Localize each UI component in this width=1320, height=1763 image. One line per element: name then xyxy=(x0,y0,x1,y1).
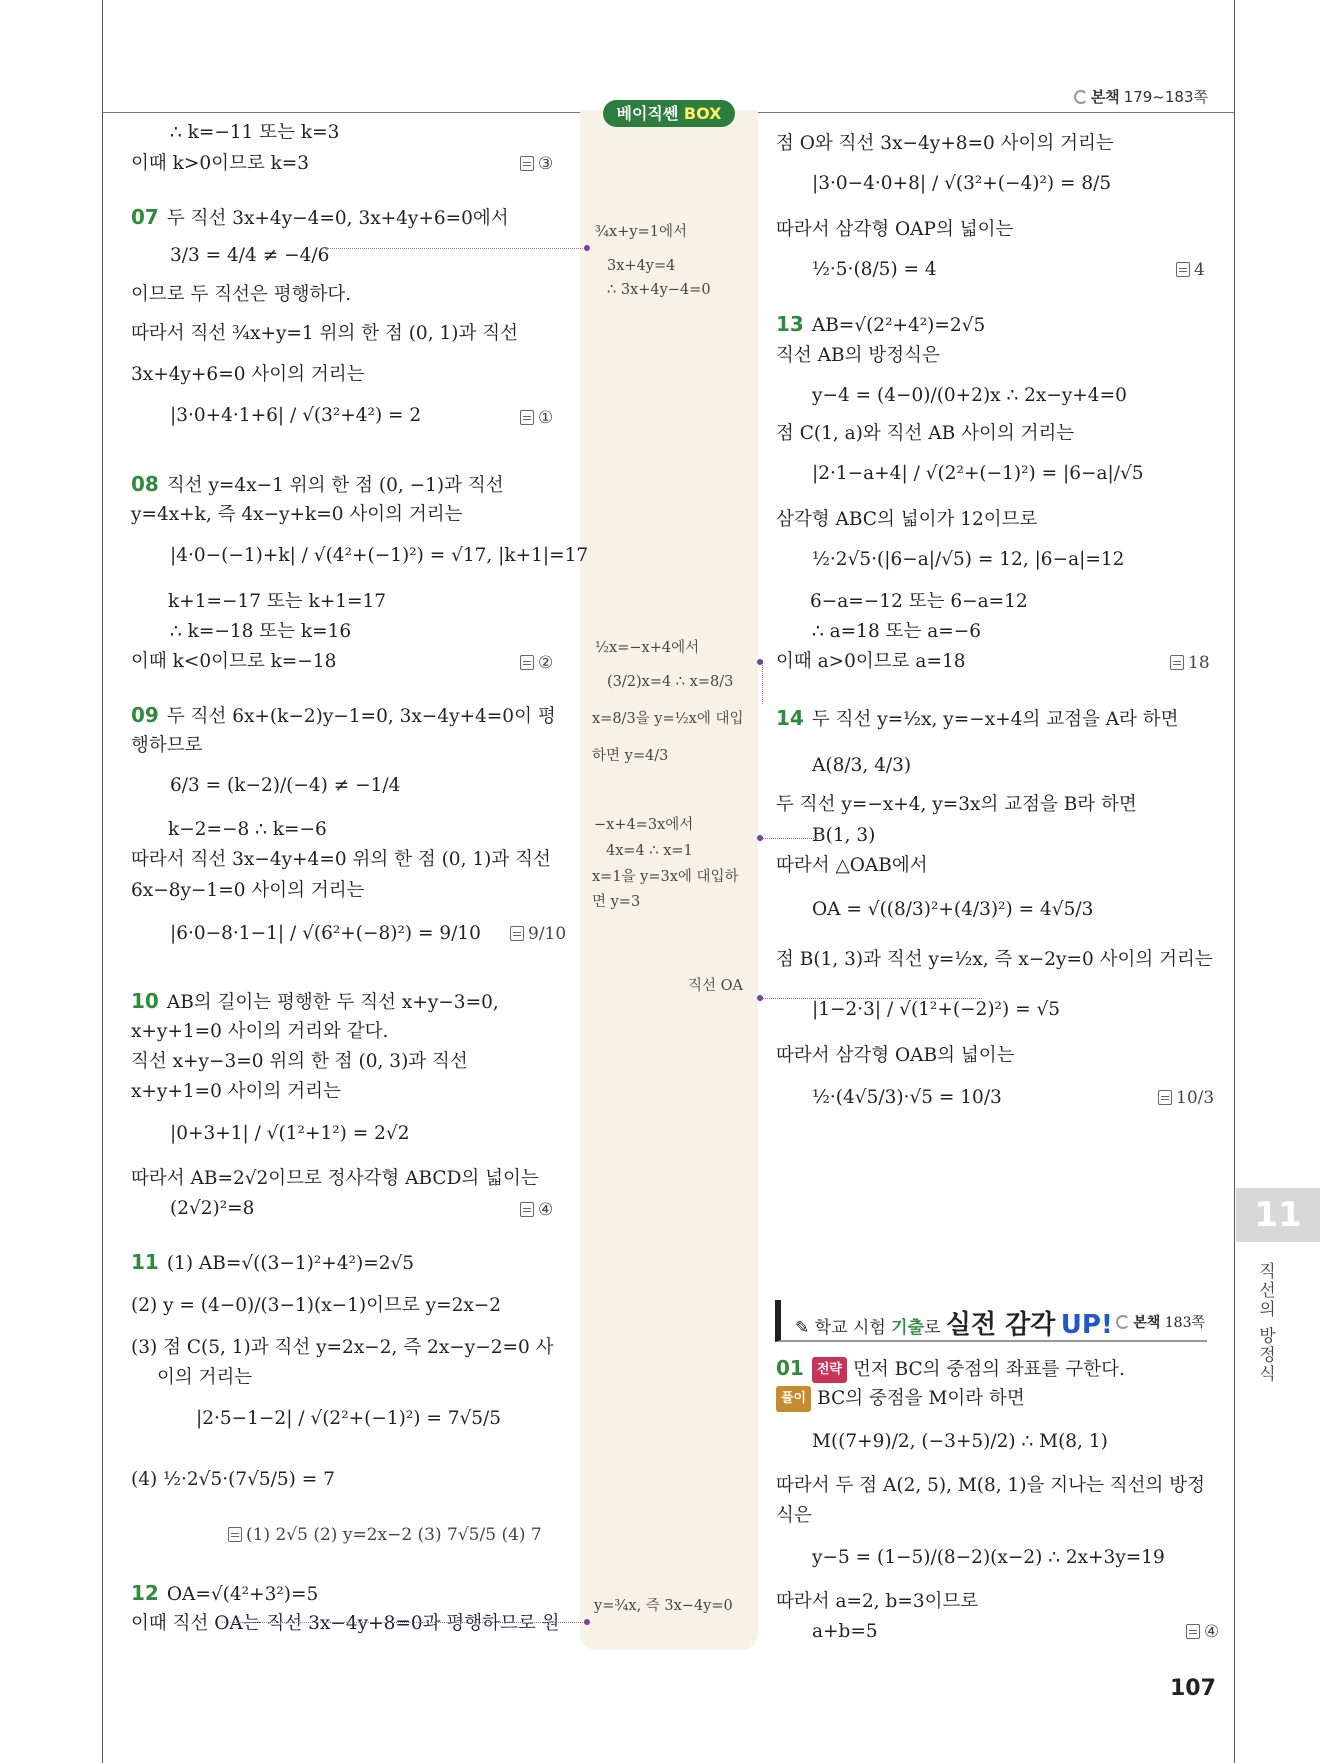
solution-line: 6x−8y−1=0 사이의 거리는 xyxy=(131,880,365,901)
answer-icon xyxy=(228,1527,242,1542)
solution-line: 따라서 직선 3x−4y+4=0 위의 한 점 (0, 1)과 직선 xyxy=(131,849,551,870)
solution-line: ½·(4√5/3)·√5 = 10/3 xyxy=(812,1087,1002,1108)
solution-line: 11 (1) AB=√((3−1)²+4²)=2√5 xyxy=(131,1250,415,1274)
solution-line: 이때 a>0이므로 a=18 xyxy=(776,651,966,672)
side-note: 3x+4y=4 xyxy=(607,258,676,274)
solution-line: 13 AB=√(2²+4²)=2√5 xyxy=(776,312,986,336)
solution-line: 08 직선 y=4x−1 위의 한 점 (0, −1)과 직선 xyxy=(131,472,504,496)
solution-line: (2) y = (4−0)/(3−1)(x−1)이므로 y=2x−2 xyxy=(131,1295,502,1316)
connector-line xyxy=(325,248,587,249)
side-note: 하면 y=4/3 xyxy=(592,748,669,764)
side-note: 면 y=3 xyxy=(592,894,641,910)
answer: ③ xyxy=(520,154,553,174)
solution-line: 이때 k>0이므로 k=3 xyxy=(131,153,310,174)
basic-box-title: 베이직쎈 BOX xyxy=(603,100,735,127)
answer: 18 xyxy=(1170,653,1210,673)
solution-line: |3·0+4·1+6| / √(3²+4²) = 2 xyxy=(170,405,422,426)
problem-number: 10 xyxy=(131,989,159,1013)
page-reference: 본책 179~183쪽 xyxy=(1074,86,1208,107)
problem-number: 07 xyxy=(131,205,159,229)
solution-line: k+1=−17 또는 k+1=17 xyxy=(168,591,387,612)
answer: ④ xyxy=(1186,1622,1219,1642)
solution-line: |6·0−8·1−1| / √(6²+(−8)²) = 9/10 xyxy=(170,923,481,944)
answer-icon xyxy=(510,926,524,941)
connector-line xyxy=(762,998,982,999)
solution-line: 12 OA=√(4²+3²)=5 xyxy=(131,1581,319,1605)
solution-line: 식은 xyxy=(776,1505,812,1526)
problem-number: 12 xyxy=(131,1581,159,1605)
solution-line: x+y+1=0 사이의 거리는 xyxy=(131,1081,341,1102)
answer: 9/10 xyxy=(510,924,566,944)
answer-icon xyxy=(1176,262,1190,277)
side-note: 4x=4 ∴ x=1 xyxy=(606,843,693,859)
solution-line: 10 AB의 길이는 평행한 두 직선 x+y−3=0, xyxy=(131,989,499,1013)
solution-line: 점 B(1, 3)과 직선 y=½x, 즉 x−2y=0 사이의 거리는 xyxy=(776,949,1213,970)
answer: (1) 2√5 (2) y=2x−2 (3) 7√5/5 (4) 7 xyxy=(228,1525,542,1545)
solution-line: 이의 거리는 xyxy=(157,1367,253,1388)
solution-line: (3) 점 C(5, 1)과 직선 y=2x−2, 즉 2x−y−2=0 사 xyxy=(131,1337,554,1358)
problem-number: 09 xyxy=(131,703,159,727)
side-note: 직선 OA xyxy=(688,978,743,994)
side-note: ∴ 3x+4y−4=0 xyxy=(607,282,711,298)
solution-line: 3x+4y+6=0 사이의 거리는 xyxy=(131,364,365,385)
solution-line: k−2=−8 ∴ k=−6 xyxy=(168,819,327,840)
solution-line: x+y+1=0 사이의 거리와 같다. xyxy=(131,1021,389,1042)
solution-line: 07 두 직선 3x+4y−4=0, 3x+4y+6=0에서 xyxy=(131,205,509,229)
solution-line: 이므로 두 직선은 평행하다. xyxy=(131,284,352,305)
connector-line xyxy=(762,660,768,704)
answer-icon xyxy=(1158,1090,1172,1105)
solution-line: 점 O와 직선 3x−4y+8=0 사이의 거리는 xyxy=(776,133,1114,154)
solution-line: 직선 x+y−3=0 위의 한 점 (0, 3)과 직선 xyxy=(131,1051,468,1072)
side-note: −x+4=3x에서 xyxy=(594,817,694,833)
connector-dot xyxy=(584,245,590,251)
answer: 4 xyxy=(1176,260,1205,280)
chapter-title: 직선의 방정식 xyxy=(1255,1262,1275,1384)
solution-line: A(8/3, 4/3) xyxy=(812,755,912,776)
answer-icon xyxy=(1170,655,1184,670)
solution-line: ∴ k=−18 또는 k=16 xyxy=(170,621,352,642)
label-badge: 풀이 xyxy=(776,1386,811,1412)
problem-number: 14 xyxy=(776,706,804,730)
solution-line: 이때 직선 OA는 직선 3x−4y+8=0과 평행하므로 원 xyxy=(131,1613,560,1634)
solution-line: 이때 k<0이므로 k=−18 xyxy=(131,651,337,672)
side-note: ¾x+y=1에서 xyxy=(595,224,687,240)
pencil-icon: ✎ xyxy=(795,1318,810,1338)
chapter-tab: 11 xyxy=(1236,1188,1320,1242)
solution-line: 점 C(1, a)와 직선 AB 사이의 거리는 xyxy=(776,423,1075,444)
page-number: 107 xyxy=(1170,1676,1216,1701)
solution-line: B(1, 3) xyxy=(812,825,876,846)
solution-line: 따라서 직선 ¾x+y=1 위의 한 점 (0, 1)과 직선 xyxy=(131,323,518,344)
solution-line: 삼각형 ABC의 넓이가 12이므로 xyxy=(776,509,1038,530)
solution-line: 6−a=−12 또는 6−a=12 xyxy=(810,591,1028,612)
solution-line: 3/3 = 4/4 ≠ −4/6 xyxy=(170,245,330,266)
reference-icon xyxy=(1116,1315,1130,1329)
side-note: (3/2)x=4 ∴ x=8/3 xyxy=(607,674,734,690)
answer-icon xyxy=(520,156,534,171)
solution-line: (4) ½·2√5·(7√5/5) = 7 xyxy=(131,1469,335,1490)
solution-line: y−4 = (4−0)/(0+2)x ∴ 2x−y+4=0 xyxy=(812,385,1127,406)
label-badge: 전략 xyxy=(812,1357,847,1383)
solution-line: |2·1−a+4| / √(2²+(−1)²) = |6−a|/√5 xyxy=(812,463,1144,484)
solution-line: |3·0−4·0+8| / √(3²+(−4)²) = 8/5 xyxy=(812,173,1112,194)
answer: ② xyxy=(520,653,553,673)
solution-line: a+b=5 xyxy=(812,1621,878,1642)
solution-line: 따라서 a=2, b=3이므로 xyxy=(776,1591,979,1612)
solution-line: 01 전략 먼저 BC의 중점의 좌표를 구한다. xyxy=(776,1356,1125,1383)
solution-line: y−5 = (1−5)/(8−2)(x−2) ∴ 2x+3y=19 xyxy=(812,1547,1165,1568)
connector-dot xyxy=(757,659,763,665)
answer-icon xyxy=(520,1202,534,1217)
left-border xyxy=(102,0,103,1763)
solution-line: ∴ k=−11 또는 k=3 xyxy=(170,122,340,143)
solution-line: 따라서 AB=2√2이므로 정사각형 ABCD의 넓이는 xyxy=(131,1168,539,1189)
solution-line: |2·5−1−2| / √(2²+(−1)²) = 7√5/5 xyxy=(196,1408,502,1429)
answer-icon xyxy=(520,655,534,670)
answer: 10/3 xyxy=(1158,1088,1214,1108)
connector-dot xyxy=(757,995,763,1001)
solution-line: 따라서 삼각형 OAP의 넓이는 xyxy=(776,219,1014,240)
solution-line: 14 두 직선 y=½x, y=−x+4의 교점을 A라 하면 xyxy=(776,706,1179,730)
solution-line: 풀이 BC의 중점을 M이라 하면 xyxy=(776,1386,1025,1412)
solution-line: (2√2)²=8 xyxy=(170,1198,255,1219)
connector-line xyxy=(222,1622,587,1623)
problem-number: 11 xyxy=(131,1250,159,1274)
side-note: y=¾x, 즉 3x−4y=0 xyxy=(594,1598,733,1614)
side-note: x=8/3을 y=½x에 대입 xyxy=(592,711,744,727)
side-note: x=1을 y=3x에 대입하 xyxy=(592,869,739,885)
solution-line: |1−2·3| / √(1²+(−2)²) = √5 xyxy=(812,999,1061,1020)
answer: ① xyxy=(520,408,553,428)
solution-line: M((7+9)/2, (−3+5)/2) ∴ M(8, 1) xyxy=(812,1431,1108,1452)
reference-icon xyxy=(1074,90,1088,104)
answer: ④ xyxy=(520,1200,553,1220)
solution-line: ½·2√5·(|6−a|/√5) = 12, |6−a|=12 xyxy=(812,549,1125,570)
solution-line: 따라서 △OAB에서 xyxy=(776,855,928,876)
solution-line: 직선 AB의 방정식은 xyxy=(776,345,940,366)
solution-line: OA = √((8/3)²+(4/3)²) = 4√5/3 xyxy=(812,899,1094,920)
problem-number: 13 xyxy=(776,312,804,336)
connector-line xyxy=(762,838,818,839)
exam-section-header: ✎ 학교 시험 기출로 실전 감각 UP! 본책 183쪽 xyxy=(775,1300,1207,1342)
problem-number: 08 xyxy=(131,472,159,496)
answer-icon xyxy=(520,410,534,425)
solution-line: ∴ a=18 또는 a=−6 xyxy=(812,621,982,642)
solution-line: 따라서 삼각형 OAB의 넓이는 xyxy=(776,1045,1015,1066)
solution-line: 행하므로 xyxy=(131,735,203,756)
solution-line: 6/3 = (k−2)/(−4) ≠ −1/4 xyxy=(170,775,401,796)
side-note: ½x=−x+4에서 xyxy=(595,640,700,656)
answer-icon xyxy=(1186,1624,1200,1639)
solution-line: 09 두 직선 6x+(k−2)y−1=0, 3x−4y+4=0이 평 xyxy=(131,703,556,727)
solution-line: 두 직선 y=−x+4, y=3x의 교점을 B라 하면 xyxy=(776,794,1137,815)
solution-line: ½·5·(8/5) = 4 xyxy=(812,259,937,280)
solution-line: y=4x+k, 즉 4x−y+k=0 사이의 거리는 xyxy=(131,504,463,525)
solution-line: |0+3+1| / √(1²+1²) = 2√2 xyxy=(170,1123,410,1144)
solution-line: 따라서 두 점 A(2, 5), M(8, 1)을 지나는 직선의 방정 xyxy=(776,1475,1206,1496)
connector-dot xyxy=(584,1619,590,1625)
connector-dot xyxy=(757,835,763,841)
problem-number: 01 xyxy=(776,1356,804,1380)
solution-line: |4·0−(−1)+k| / √(4²+(−1)²) = √17, |k+1|=17 xyxy=(170,545,589,566)
right-border xyxy=(1234,0,1235,1763)
